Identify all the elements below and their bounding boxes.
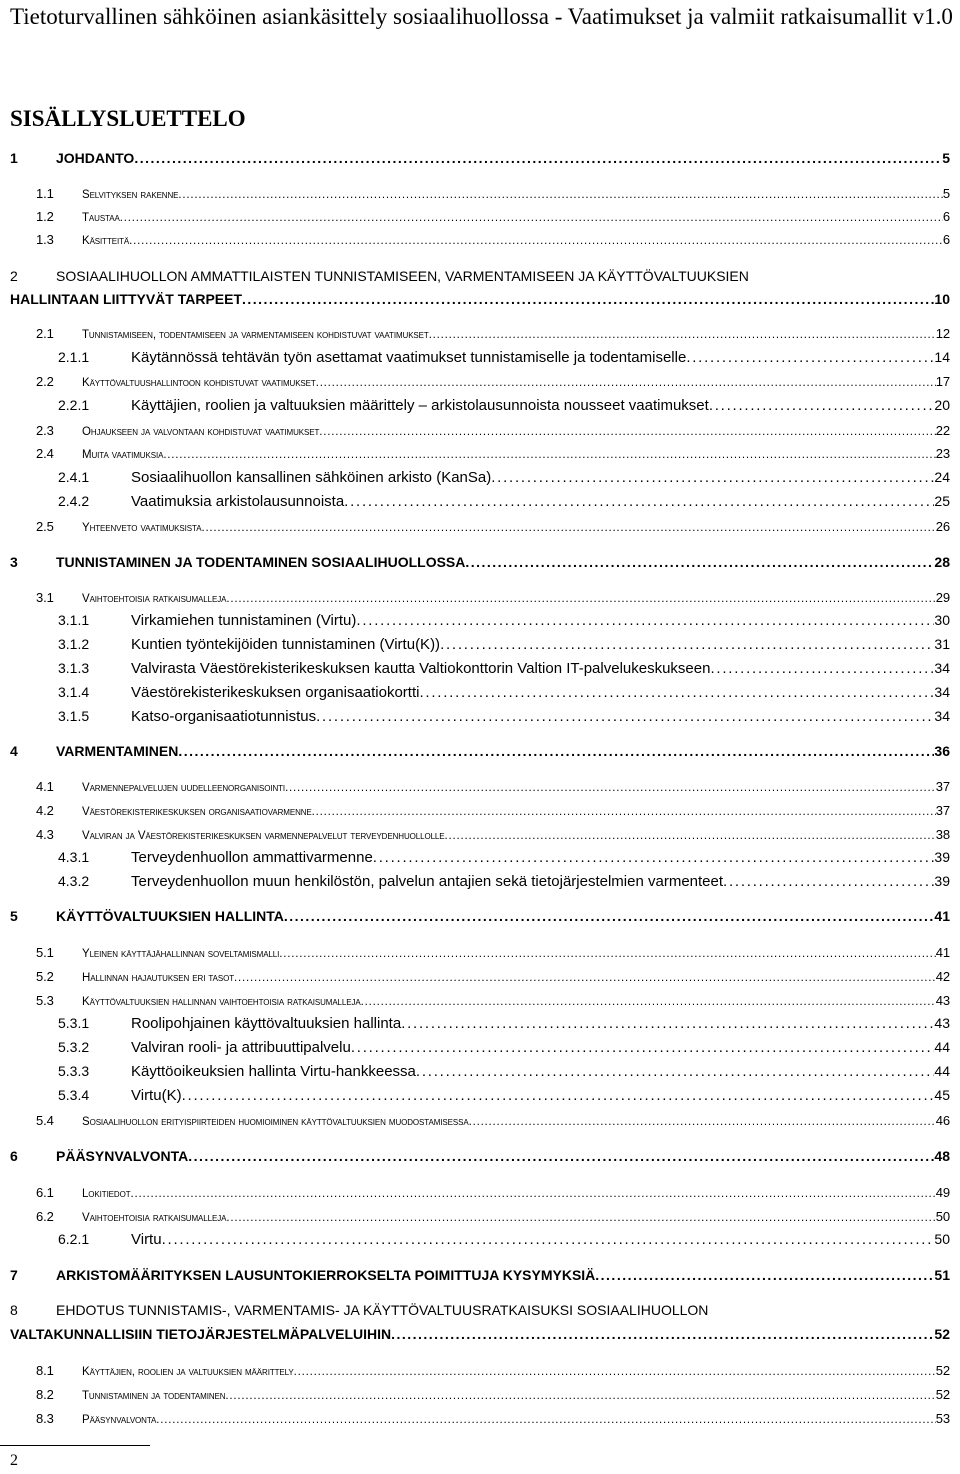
toc-entry[interactable]: 1.3 Käsitteitä . . . 6 xyxy=(36,232,950,247)
toc-entry[interactable]: 5.3.2 Valviran rooli- ja attribuuttipalvelu . . . 44 xyxy=(58,1039,950,1056)
toc-entry[interactable]: 8.1 Käyttäjien, roolien ja valtuuksien määrittely . . . 52 xyxy=(36,1363,950,1378)
toc-entry[interactable]: 2.3 Ohjaukseen ja valvontaan kohdistuvat vaatimukset . . . 22 xyxy=(36,423,950,438)
toc-entry[interactable]: 6 PÄÄSYNVALVONTA . . . 48 xyxy=(10,1148,950,1164)
toc-entry[interactable]: 2.4.1 Sosiaalihuollon kansallinen sähköinen arkisto (KanSa) . . . 24 xyxy=(58,469,950,486)
toc-entry[interactable]: 6.2.1 Virtu . . . 50 xyxy=(58,1231,950,1248)
toc-entry[interactable]: 4.3.2 Terveydenhuollon muun henkilöstön, palvelun antajien sekä tietojärjestelmien varmenteet . . . 39 xyxy=(58,873,950,890)
toc-entry[interactable]: 4.3.1 Terveydenhuollon ammattivarmenne . . . 39 xyxy=(58,849,950,866)
page-number: 2 xyxy=(10,1452,18,1469)
toc-entry[interactable]: 5.4 Sosiaalihuollon erityispiirteiden huomioiminen käyttövaltuuksien muodostamisessa . . . 46 xyxy=(36,1113,950,1128)
toc-entry[interactable]: 8 EHDOTUS TUNNISTAMIS-, VARMENTAMIS- JA KÄYTTÖVALTUUSRATKAISUKSI SOSIAALIHUOLLON xyxy=(10,1302,709,1318)
toc-entry[interactable]: 5.3.4 Virtu(K) . . . 45 xyxy=(58,1087,950,1104)
toc-entry[interactable]: 1 JOHDANTO . . . 5 xyxy=(10,150,950,166)
toc-entry[interactable]: 2.4 Muita vaatimuksia . . . 23 xyxy=(36,446,950,461)
toc-heading: SISÄLLYSLUETTELO xyxy=(10,106,246,131)
toc-entry[interactable]: 3 TUNNISTAMINEN JA TODENTAMINEN SOSIAALIHUOLLOSSA . . . 28 xyxy=(10,554,950,570)
toc-entry[interactable]: 2 SOSIAALIHUOLLON AMMATTILAISTEN TUNNISTAMISEEN, VARMENTAMISEEN JA KÄYTTÖVALTUUKSIEN xyxy=(10,268,749,284)
toc-entry[interactable]: 1.1 Selvityksen rakenne . . . 5 xyxy=(36,186,950,201)
toc-entry[interactable]: 2.5 Yhteenveto vaatimuksista . . . 26 xyxy=(36,519,950,534)
toc-entry[interactable]: 5.1 Yleinen käyttäjähallinnan soveltamismalli . . . 41 xyxy=(36,945,950,960)
toc-entry[interactable]: 3.1.1 Virkamiehen tunnistaminen (Virtu) . . . 30 xyxy=(58,612,950,629)
toc-entry[interactable]: 8.3 Pääsynvalvonta . . . 53 xyxy=(36,1411,950,1426)
toc-entry[interactable]: 4.3 Valviran ja Väestörekisterikeskuksen varmennepalvelut terveydenhuollolle . . . 38 xyxy=(36,827,950,842)
toc-entry[interactable]: 8.2 Tunnistaminen ja todentaminen . . . 52 xyxy=(36,1387,950,1402)
toc-entry[interactable]: 5.2 Hallinnan hajautuksen eri tasot . . . 42 xyxy=(36,969,950,984)
toc-entry[interactable]: 6.1 Lokitiedot . . . 49 xyxy=(36,1185,950,1200)
toc-entry[interactable]: 5.3 Käyttövaltuuksien hallinnan vaihtoehtoisia ratkaisumalleja . . . 43 xyxy=(36,993,950,1008)
toc-entry[interactable]: 5.3.3 Käyttöoikeuksien hallinta Virtu-hankkeessa . . . 44 xyxy=(58,1063,950,1080)
toc-entry[interactable]: 3.1 Vaihtoehtoisia ratkaisumalleja . . . 29 xyxy=(36,590,950,605)
toc-entry[interactable]: 5.3.1 Roolipohjainen käyttövaltuuksien hallinta . . . 43 xyxy=(58,1015,950,1032)
toc-entry[interactable]: 3.1.2 Kuntien työntekijöiden tunnistaminen (Virtu(K)) . . . 31 xyxy=(58,636,950,653)
document-title: Tietoturvallinen sähköinen asiankäsittely sosiaalihuollossa - Vaatimukset ja valmiit ratkaisumallit v1.0 xyxy=(10,4,953,29)
footer-divider xyxy=(0,1445,150,1446)
toc-entry[interactable]: 4.2 Väestörekisterikeskuksen organisaatiovarmenne . . . 37 xyxy=(36,803,950,818)
toc-entry[interactable]: 2.2.1 Käyttäjien, roolien ja valtuuksien määrittely – arkistolausunnoista nousseet vaatimukset . . . 20 xyxy=(58,397,950,414)
toc-entry[interactable]: 3.1.5 Katso-organisaatiotunnistus . . . 34 xyxy=(58,708,950,725)
toc-entry[interactable]: 3.1.4 Väestörekisterikeskuksen organisaatiokortti . . . 34 xyxy=(58,684,950,701)
toc-entry-continuation[interactable]: HALLINTAAN LIITTYVÄT TARPEET . . . 10 xyxy=(10,291,950,307)
toc-entry[interactable]: 7 ARKISTOMÄÄRITYKSEN LAUSUNTOKIERROKSELTA POIMITTUJA KYSYMYKSIÄ . . . 51 xyxy=(10,1267,950,1283)
toc-entry[interactable]: 2.1 Tunnistamiseen, todentamiseen ja varmentamiseen kohdistuvat vaatimukset . . . 12 xyxy=(36,326,950,341)
toc-entry[interactable]: 4.1 Varmennepalvelujen uudelleenorganisointi . . . 37 xyxy=(36,779,950,794)
toc-entry[interactable]: 4 VARMENTAMINEN . . . 36 xyxy=(10,743,950,759)
toc-entry[interactable]: 2.1.1 Käytännössä tehtävän työn asettamat vaatimukset tunnistamiselle ja todentamiselle . . . 14 xyxy=(58,349,950,366)
toc-entry[interactable]: 2.4.2 Vaatimuksia arkistolausunnoista . . . 25 xyxy=(58,493,950,510)
toc-entry[interactable]: 1.2 Taustaa . . . 6 xyxy=(36,209,950,224)
toc-entry-continuation[interactable]: VALTAKUNNALLISIIN TIETOJÄRJESTELMÄPALVELUIHIN . . . 52 xyxy=(10,1326,950,1342)
toc-entry[interactable]: 6.2 Vaihtoehtoisia ratkaisumalleja . . . 50 xyxy=(36,1209,950,1224)
toc-entry[interactable]: 2.2 Käyttövaltuushallintoon kohdistuvat vaatimukset . . . 17 xyxy=(36,374,950,389)
toc-entry[interactable]: 3.1.3 Valvirasta Väestörekisterikeskuksen kautta Valtiokonttorin Valtion IT-palvelukeskukseen . . . 34 xyxy=(58,660,950,677)
toc-entry[interactable]: 5 KÄYTTÖVALTUUKSIEN HALLINTA . . . 41 xyxy=(10,908,950,924)
